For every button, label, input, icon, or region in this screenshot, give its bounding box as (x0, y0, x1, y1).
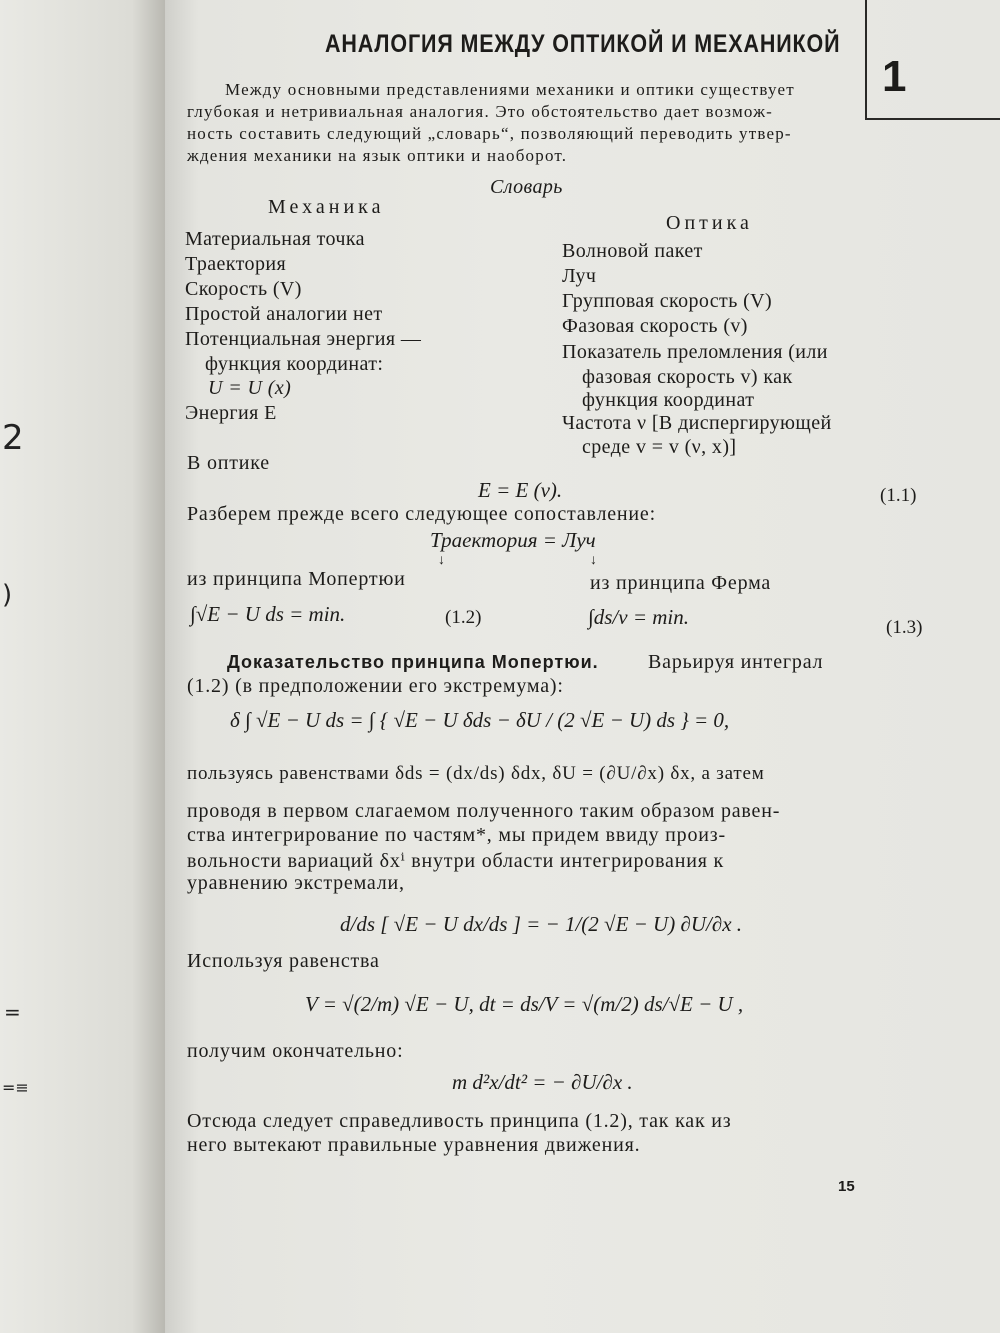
chapter-rule-horizontal (865, 118, 1000, 120)
trajectory-ray: Траектория = Луч (430, 528, 596, 552)
body-text: (1.2) (в предположении его экстремума): (187, 675, 564, 697)
optics-term: Луч (562, 265, 597, 287)
equation-1-1: E = E (ν). (478, 478, 563, 502)
intro-line: Между основными представлениями механики и оптики существует (225, 80, 795, 99)
intro-line: ждения механики на язык оптики и наоборот. (187, 146, 568, 165)
margin-note: 2 (2, 418, 24, 458)
body-text: В оптике (187, 452, 270, 474)
optics-term: Волновой пакет (562, 240, 703, 262)
body-text: Разберем прежде всего следующее сопоставление: (187, 503, 656, 525)
velocity-equation: V = √(2/m) √E − U, dt = ds/V = √(m/2) ds/√E − U , (305, 992, 744, 1016)
optics-term: среде v = v (ν, x)] (582, 436, 737, 458)
chapter-number: 1 (882, 52, 907, 101)
body-text: пользуясь равенствами δds = (dx/ds) δdx, δU = (∂U/∂x) δx, а затем (187, 763, 765, 784)
equation-number: (1.3) (886, 617, 923, 638)
optics-header: Оптика (666, 212, 753, 234)
paragraph-line: вольности вариаций δxⁱ внутри области интегрирования к (187, 850, 725, 872)
variation-equation: δ ∫ √E − U ds = ∫ { √E − U δds − δU / (2 √E − U) ds } = 0, (230, 708, 730, 732)
intro-line: ность составить следующий „словарь“, позволяющий переводить утвер- (187, 124, 792, 143)
mechanics-term: U = U (x) (208, 377, 292, 399)
mechanics-header: Механика (268, 196, 385, 218)
optics-term: Групповая скорость (V) (562, 290, 773, 312)
equation-number: (1.1) (880, 485, 917, 506)
chapter-title: АНАЛОГИЯ МЕЖДУ ОПТИКОЙ И МЕХАНИКОЙ (325, 30, 841, 58)
newton-equation: m d²x/dt² = − ∂U/∂x . (452, 1070, 633, 1094)
equation-1-2: ∫√E − U ds = min. (190, 602, 346, 626)
intro-line: глубокая и нетривиальная аналогия. Это обстоятельство дает возмож- (187, 102, 774, 121)
optics-term: Частота ν [В диспергирующей (562, 412, 832, 434)
page-number: 15 (838, 1178, 855, 1195)
body-text: из принципа Ферма (590, 572, 772, 594)
body-text: получим окончательно: (187, 1040, 404, 1062)
mechanics-term: Простой аналогии нет (185, 303, 383, 325)
extremal-equation: d/ds [ √E − U dx/ds ] = − 1/(2 √E − U) ∂U/∂x . (340, 912, 743, 936)
mechanics-term: Энергия E (185, 402, 277, 424)
mechanics-term: функция координат: (205, 353, 384, 375)
paragraph-line: ства интегрирование по частям*, мы придем ввиду произ- (187, 824, 726, 846)
mechanics-term: Скорость (V) (185, 278, 302, 300)
body-text: Варьируя интеграл (648, 651, 824, 673)
arrow-down-icon: ↓ (438, 553, 445, 568)
mechanics-term: Траектория (185, 253, 287, 275)
optics-term: функция координат (582, 389, 755, 411)
optics-term: Показатель преломления (или (562, 341, 828, 363)
arrow-down-icon: ↓ (590, 553, 597, 568)
conclusion-line: него вытекают правильные уравнения движения. (187, 1134, 641, 1156)
optics-term: фазовая скорость v) как (582, 366, 793, 388)
mechanics-term: Материальная точка (185, 228, 365, 250)
equation-number: (1.2) (445, 607, 482, 628)
left-page (0, 0, 165, 1333)
body-text: Используя равенства (187, 950, 380, 972)
margin-note: ) (2, 580, 13, 610)
equation-1-3: ∫ds/v = min. (588, 605, 690, 629)
conclusion-line: Отсюда следует справедливость принципа (1.2), так как из (187, 1110, 732, 1132)
paragraph-line: уравнению экстремали, (187, 872, 405, 894)
margin-note: =≡ (2, 1078, 29, 1097)
proof-heading: Доказательство принципа Мопертюи. (227, 652, 599, 672)
mechanics-term: Потенциальная энергия — (185, 328, 422, 350)
optics-term: Фазовая скорость (v) (562, 315, 748, 337)
margin-note: = (4, 1000, 21, 1024)
body-text: из принципа Мопертюи (187, 568, 406, 590)
dictionary-title: Словарь (490, 176, 563, 198)
paragraph-line: проводя в первом слагаемом полученного таким образом равен- (187, 800, 781, 822)
chapter-rule-vertical (865, 0, 867, 120)
